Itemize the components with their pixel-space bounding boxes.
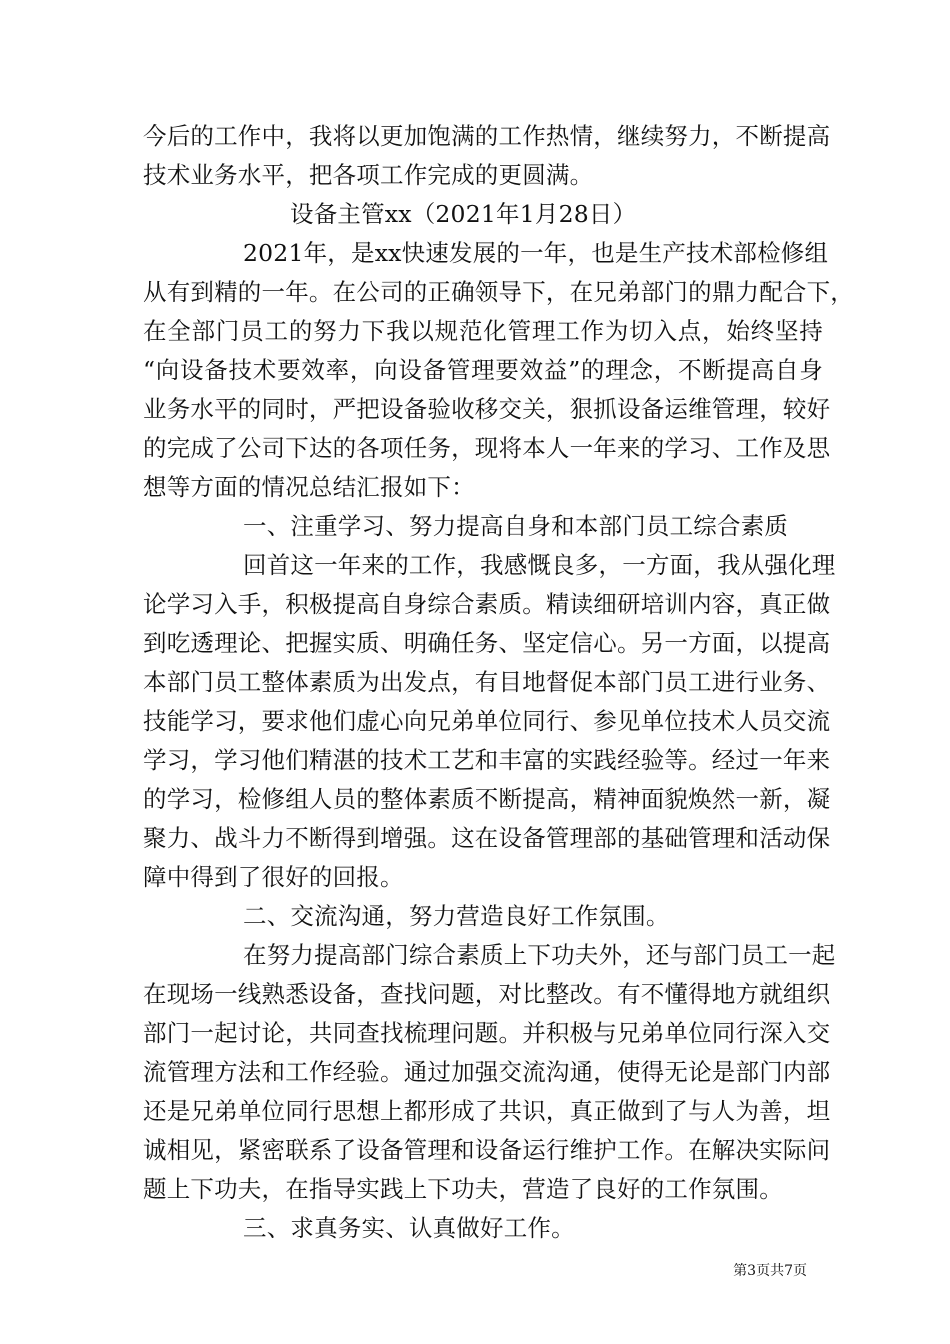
text-line: 回首这一年来的工作，我感慨良多，一方面，我从强化理: [243, 551, 836, 579]
section-heading-3: 三、求真务实、认真做好工作。: [243, 1214, 575, 1242]
text-line: 今后的工作中，我将以更加饱满的工作热情，继续努力，不断提高: [143, 122, 831, 150]
text-line: 在现场一线熟悉设备，查找问题，对比整改。有不懂得地方就组织: [143, 980, 831, 1008]
text-line: 的完成了公司下达的各项任务，现将本人一年来的学习、工作及思: [143, 434, 831, 462]
text-line: 题上下功夫，在指导实践上下功夫，营造了良好的工作氛围。: [143, 1175, 783, 1203]
text-line: 到吃透理论、把握实质、明确任务、坚定信心。另一方面，以提高: [143, 629, 831, 657]
text-line: 学习，学习他们精湛的技术工艺和丰富的实践经验等。经过一年来: [143, 746, 831, 774]
text-line: 障中得到了很好的回报。: [143, 863, 404, 891]
text-line: 部门一起讨论，共同查找梳理问题。并积极与兄弟单位同行深入交: [143, 1019, 831, 1047]
text-line: 从有到精的一年。在公司的正确领导下，在兄弟部门的鼎力配合下，: [143, 278, 854, 306]
text-line: 2021年，是xx快速发展的一年，也是生产技术部检修组: [243, 239, 829, 267]
text-line: 在全部门员工的努力下我以规范化管理工作为切入点，始终坚持: [143, 317, 823, 345]
text-line: 聚力、战斗力不断得到增强。这在设备管理部的基础管理和活动保: [143, 824, 831, 852]
text-line: 技术业务水平，把各项工作完成的更圆满。: [143, 161, 594, 189]
text-line: 技能学习，要求他们虚心向兄弟单位同行、参见单位技术人员交流: [143, 707, 831, 735]
text-line: 想等方面的情况总结汇报如下：: [143, 473, 475, 501]
text-line: 论学习入手，积极提高自身综合素质。精读细研培训内容，真正做: [143, 590, 831, 618]
text-line: 本部门员工整体素质为出发点，有目地督促本部门员工进行业务、: [143, 668, 831, 696]
text-line: 流管理方法和工作经验。通过加强交流沟通，使得无论是部门内部: [143, 1058, 831, 1086]
section-heading-2: 二、交流沟通，努力营造良好工作氛围。: [243, 902, 670, 930]
text-line: 在努力提高部门综合素质上下功夫外，还与部门员工一起: [243, 941, 836, 969]
text-line: 的学习，检修组人员的整体素质不断提高，精神面貌焕然一新，凝: [143, 785, 831, 813]
section-heading-1: 一、注重学习、努力提高自身和本部门员工综合素质: [243, 512, 789, 540]
text-line: “向设备技术要效率，向设备管理要效益”的理念，不断提高自身: [143, 356, 823, 384]
text-line: 还是兄弟单位同行思想上都形成了共识，真正做到了与人为善，坦: [143, 1097, 831, 1125]
signature-line: 设备主管xx（2021年1月28日）: [290, 200, 637, 228]
page-number: 第3页共7页: [733, 1263, 807, 1279]
text-line: 诚相见，紧密联系了设备管理和设备运行维护工作。在解决实际问: [143, 1136, 831, 1164]
text-line: 业务水平的同时，严把设备验收移交关，狠抓设备运维管理，较好: [143, 395, 831, 423]
